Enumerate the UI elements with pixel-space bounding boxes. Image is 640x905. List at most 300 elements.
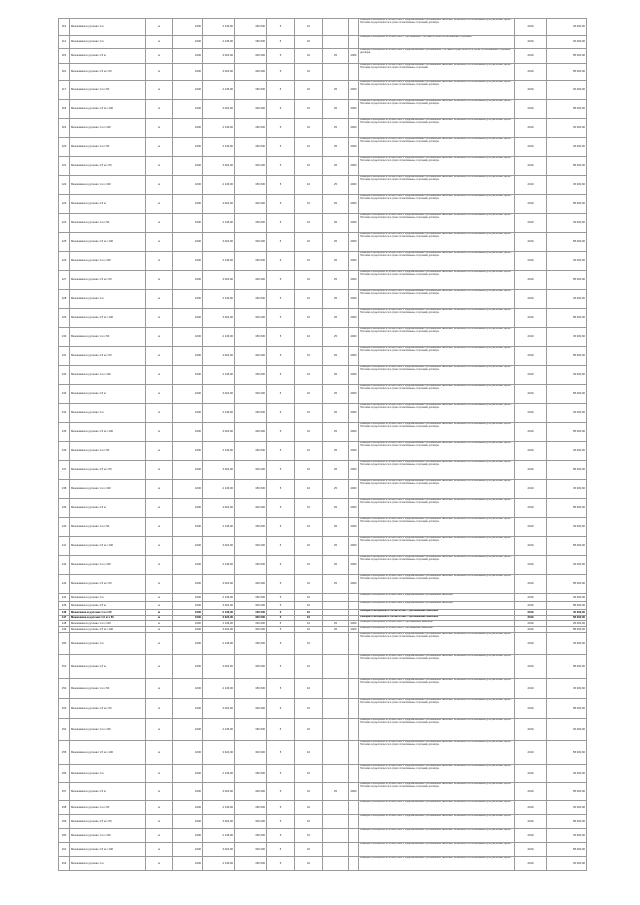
row-number-cell: 149 [59, 627, 70, 633]
param-3-cell [323, 741, 349, 765]
item-description-cell: Размеры и материалы в соответствии с предъявляемыми требованиями заказчика. Возможность использования для различных целей. Поставка осуществляется в сроки согласованные сторонами договора. [359, 765, 515, 783]
unit-price-cell: 2 136,00 [203, 801, 235, 815]
param-1-cell: 5 [267, 801, 295, 815]
amount-cell: 58 000,00 [547, 655, 587, 679]
unit-price-cell: 3 024,00 [203, 655, 235, 679]
item-name-cell: Мешковина в рулонах 1 м х 100 [70, 252, 146, 271]
unit-cell: м [146, 328, 173, 347]
amount-cell: 45 000,00 [547, 857, 587, 871]
quantity-cell: 1000 [173, 290, 203, 309]
row-number-cell: 121 [59, 157, 70, 176]
param-1-cell: 5 [267, 49, 295, 64]
param-3-cell [323, 699, 349, 719]
table-row [59, 176, 587, 195]
item-name-cell: Мешковина в рулонах 1,5 м х 100 [70, 100, 146, 119]
item-description-cell: Размеры и материалы в соответствии с предъявляемыми требованиями заказчика. Возможность использования для различных целей. Поставка осуществляется в сроки согласованные сторонами договора. [359, 347, 515, 366]
param-1-cell: 5 [267, 679, 295, 699]
quantity-cell: 1000 [173, 575, 203, 594]
unit-cell: м [146, 655, 173, 679]
row-number-cell: 141 [59, 537, 70, 556]
unit-price-cell: 2 136,00 [203, 442, 235, 461]
total-cost-cell: 320 000 [235, 423, 267, 442]
item-name-cell: Мешковина в рулонах 1,5 м х 100 [70, 741, 146, 765]
item-description-cell: Размеры и материалы в соответствии с предъявляемыми требованиями заказчика. Возможность использования для различных целей. Поставка осуществляется в сроки согласованные сторонами договора. [359, 157, 515, 176]
param-2-cell: 10 [295, 81, 323, 100]
quantity-cell: 1000 [173, 119, 203, 138]
item-name-cell: Мешковина в рулонах 1,5 м [70, 783, 146, 801]
year-cell: 2019 [515, 627, 547, 633]
param-2-cell: 10 [295, 610, 323, 616]
total-cost-cell: 150 000 [235, 765, 267, 783]
quantity-cell: 1000 [173, 19, 203, 36]
table-row [59, 138, 587, 157]
total-cost-cell: 150 000 [235, 214, 267, 233]
total-cost-cell: 150 000 [235, 328, 267, 347]
unit-cell: м [146, 138, 173, 157]
unit-cell: м [146, 309, 173, 328]
item-description-cell: Размеры и материалы в соответствии с требованиями. Поставка в сроки согласованные сторонами. [359, 36, 515, 49]
param-1-cell: 5 [267, 157, 295, 176]
table-row [59, 290, 587, 309]
row-number-cell: 114 [59, 36, 70, 49]
unit-price-cell: 2 136,00 [203, 610, 235, 616]
param-3-cell: 25 [323, 627, 349, 633]
param-4-cell [349, 602, 359, 610]
item-description-cell: Размеры и материалы в соответствии с предъявляемыми требованиями заказчика. Возможность использования для различных целей. Поставка осуществляется в сроки согласованные сторонами договора. [359, 138, 515, 157]
unit-cell: м [146, 741, 173, 765]
item-description-cell: Размеры и материалы в соответствии с предъявляемыми требованиями заказчика. Возможность использования для различных целей. Поставка осуществляется в сроки согласованные сторонами договора. [359, 328, 515, 347]
year-cell: 2019 [515, 233, 547, 252]
param-1-cell: 5 [267, 843, 295, 857]
item-description-cell: Размеры и материалы в соответствии с предъявляемыми требованиями заказчика. Возможность использования для различных целей. Поставка осуществляется в сроки согласованные сторонами договора. [359, 423, 515, 442]
param-4-cell: 2000 [349, 214, 359, 233]
item-description-cell: Размеры и материалы в соответствии с предъявляемыми требованиями заказчика. Возможность использования для различных целей. Поставка осуществляется в сроки согласованные сторонами договора. [359, 679, 515, 699]
item-description-cell: Размеры и материалы в соответствии с предъявляемыми требованиями. Поставка осуществляется в сроки согласованные сторонами договора. [359, 49, 515, 64]
row-number-cell: 127 [59, 271, 70, 290]
param-3-cell: 25 [323, 233, 349, 252]
param-3-cell: 25 [323, 404, 349, 423]
param-3-cell: 25 [323, 480, 349, 499]
unit-cell: м [146, 271, 173, 290]
param-2-cell: 10 [295, 741, 323, 765]
unit-price-cell: 2 136,00 [203, 366, 235, 385]
unit-cell: м [146, 347, 173, 366]
row-number-cell: 125 [59, 233, 70, 252]
param-1-cell: 5 [267, 290, 295, 309]
amount-cell: 58 000,00 [547, 627, 587, 633]
row-number-cell: 148 [59, 621, 70, 627]
param-2-cell: 10 [295, 480, 323, 499]
total-cost-cell: 150 000 [235, 252, 267, 271]
unit-price-cell: 3 024,00 [203, 49, 235, 64]
total-cost-cell: 320 000 [235, 741, 267, 765]
row-number-cell: 161 [59, 843, 70, 857]
year-cell: 2019 [515, 801, 547, 815]
param-2-cell: 10 [295, 843, 323, 857]
year-cell: 2019 [515, 36, 547, 49]
unit-cell: м [146, 594, 173, 602]
param-4-cell: 2000 [349, 157, 359, 176]
unit-cell: м [146, 404, 173, 423]
param-3-cell: 25 [323, 621, 349, 627]
unit-price-cell: 2 136,00 [203, 252, 235, 271]
year-cell: 2019 [515, 404, 547, 423]
year-cell: 2019 [515, 252, 547, 271]
item-description-cell: Размеры и материалы в соответствии с предъявляемыми требованиями заказчика. Возможность использования для различных целей. Поставка осуществляется в сроки согласованные сторонами договора. [359, 699, 515, 719]
unit-price-cell: 3 024,00 [203, 347, 235, 366]
row-number-cell: 132 [59, 366, 70, 385]
quantity-cell: 1000 [173, 741, 203, 765]
quantity-cell: 1000 [173, 815, 203, 829]
param-3-cell [323, 765, 349, 783]
param-1-cell: 5 [267, 518, 295, 537]
unit-price-cell: 3 024,00 [203, 195, 235, 214]
year-cell: 2019 [515, 602, 547, 610]
row-number-cell: 146 [59, 610, 70, 616]
param-2-cell: 10 [295, 309, 323, 328]
row-number-cell: 152 [59, 679, 70, 699]
amount-cell: 45 000,00 [547, 829, 587, 843]
row-number-cell: 133 [59, 385, 70, 404]
unit-cell: м [146, 679, 173, 699]
param-4-cell: 2000 [349, 49, 359, 64]
total-cost-cell: 320 000 [235, 271, 267, 290]
unit-price-cell: 3 024,00 [203, 233, 235, 252]
param-3-cell [323, 36, 349, 49]
param-1-cell: 5 [267, 815, 295, 829]
total-cost-cell: 320 000 [235, 100, 267, 119]
total-cost-cell: 150 000 [235, 480, 267, 499]
item-name-cell: Мешковина в рулонах 1 м х 50 [70, 518, 146, 537]
param-4-cell [349, 679, 359, 699]
unit-cell: м [146, 64, 173, 81]
row-number-cell: 137 [59, 461, 70, 480]
unit-price-cell: 3 024,00 [203, 64, 235, 81]
param-1-cell: 5 [267, 741, 295, 765]
table-row [59, 843, 587, 857]
quantity-cell: 1000 [173, 499, 203, 518]
total-cost-cell: 150 000 [235, 801, 267, 815]
unit-price-cell: 2 136,00 [203, 829, 235, 843]
table-row [59, 829, 587, 843]
item-name-cell: Мешковина в рулонах 1 м [70, 404, 146, 423]
total-cost-cell: 150 000 [235, 442, 267, 461]
param-4-cell: 2000 [349, 138, 359, 157]
total-cost-cell: 320 000 [235, 627, 267, 633]
param-2-cell: 10 [295, 783, 323, 801]
year-cell: 2019 [515, 829, 547, 843]
row-number-cell: 162 [59, 857, 70, 871]
unit-cell: м [146, 385, 173, 404]
param-1-cell: 5 [267, 309, 295, 328]
year-cell: 2019 [515, 176, 547, 195]
param-3-cell: 25 [323, 537, 349, 556]
year-cell: 2019 [515, 290, 547, 309]
table-row [59, 195, 587, 214]
row-number-cell: 135 [59, 423, 70, 442]
table-row [59, 499, 587, 518]
unit-cell: м [146, 290, 173, 309]
param-3-cell: 25 [323, 518, 349, 537]
total-cost-cell: 150 000 [235, 621, 267, 627]
unit-cell: м [146, 100, 173, 119]
total-cost-cell: 320 000 [235, 602, 267, 610]
total-cost-cell: 320 000 [235, 233, 267, 252]
param-1-cell: 5 [267, 404, 295, 423]
quantity-cell: 1000 [173, 36, 203, 49]
item-name-cell: Мешковина в рулонах 1 м х 50 [70, 81, 146, 100]
param-3-cell: 25 [323, 176, 349, 195]
param-4-cell: 2000 [349, 100, 359, 119]
row-number-cell: 134 [59, 404, 70, 423]
table-row [59, 252, 587, 271]
item-description-cell: Размеры и материалы в соответствии с предъявляемыми требованиями заказчика. Возможность использования для различных целей. [359, 857, 515, 871]
unit-price-cell: 3 024,00 [203, 423, 235, 442]
param-2-cell: 10 [295, 385, 323, 404]
table-row [59, 64, 587, 81]
item-description-cell: Размеры и материалы в соответствии с предъявляемыми требованиями заказчика. Возможность использования для различных целей. [359, 801, 515, 815]
unit-price-cell: 3 024,00 [203, 741, 235, 765]
param-4-cell: 2000 [349, 783, 359, 801]
item-name-cell: Мешковина в рулонах 1,5 м х 100 [70, 843, 146, 857]
year-cell: 2019 [515, 385, 547, 404]
unit-price-cell: 3 024,00 [203, 385, 235, 404]
param-4-cell: 2000 [349, 423, 359, 442]
param-4-cell: 2000 [349, 290, 359, 309]
table-row [59, 328, 587, 347]
table-row [59, 404, 587, 423]
total-cost-cell: 150 000 [235, 366, 267, 385]
item-description-cell: Размеры и материалы в соответствии с предъявляемыми требованиями заказчика. Возможность использования для различных целей. Поставка осуществляется в сроки согласованные сторонами договора. [359, 252, 515, 271]
unit-cell: м [146, 157, 173, 176]
param-1-cell: 5 [267, 252, 295, 271]
amount-cell: 58 000,00 [547, 347, 587, 366]
param-2-cell: 10 [295, 290, 323, 309]
table-row [59, 594, 587, 602]
unit-price-cell: 2 136,00 [203, 480, 235, 499]
unit-cell: м [146, 765, 173, 783]
param-1-cell: 5 [267, 627, 295, 633]
unit-price-cell: 2 136,00 [203, 621, 235, 627]
param-2-cell: 10 [295, 100, 323, 119]
amount-cell: 45 000,00 [547, 621, 587, 627]
param-2-cell: 10 [295, 252, 323, 271]
unit-price-cell: 3 024,00 [203, 499, 235, 518]
amount-cell: 58 000,00 [547, 602, 587, 610]
unit-price-cell: 2 136,00 [203, 679, 235, 699]
item-name-cell: Мешковина в рулонах 1,5 м х 100 [70, 233, 146, 252]
param-3-cell: 25 [323, 575, 349, 594]
item-description-cell: Размеры и материалы в соответствии с предъявляемыми требованиями заказчика. Возможность использования для различных целей. Поставка осуществляется в сроки согласованные сторонами договора. [359, 461, 515, 480]
param-3-cell: 25 [323, 290, 349, 309]
row-number-cell: 155 [59, 741, 70, 765]
item-description-cell: Размеры и материалы в соответствии с предъявляемыми требованиями заказчика. Возможность использования для различных целей. Поставка осуществляется в сроки согласованные сторонами договора. [359, 480, 515, 499]
param-4-cell: 2000 [349, 252, 359, 271]
item-name-cell: Мешковина в рулонах 1,5 м х 50 [70, 64, 146, 81]
param-1-cell: 5 [267, 366, 295, 385]
param-1-cell: 5 [267, 36, 295, 49]
param-2-cell: 10 [295, 347, 323, 366]
unit-price-cell: 3 024,00 [203, 309, 235, 328]
param-2-cell: 10 [295, 138, 323, 157]
unit-price-cell: 3 024,00 [203, 602, 235, 610]
item-description-cell: Размеры и материалы в соответствии с предъявляемыми требованиями заказчика. Возможность использования для различных целей. Поставка осуществляется в сроки согласованные сторонами договора. [359, 518, 515, 537]
param-4-cell: 2000 [349, 461, 359, 480]
item-description-cell: Размеры и материалы в соответствии с предъявляемыми требованиями заказчика. Возможность использования для различных целей. Поставка осуществляется в сроки согласованные сторонами договора. [359, 719, 515, 741]
param-2-cell: 10 [295, 366, 323, 385]
item-name-cell: Мешковина в рулонах 1 м х 50 [70, 214, 146, 233]
param-3-cell [323, 594, 349, 602]
year-cell: 2019 [515, 49, 547, 64]
unit-cell: м [146, 556, 173, 575]
table-row [59, 49, 587, 64]
param-4-cell [349, 633, 359, 655]
quantity-cell: 1000 [173, 616, 203, 621]
param-1-cell: 5 [267, 594, 295, 602]
param-4-cell [349, 815, 359, 829]
param-2-cell: 10 [295, 602, 323, 610]
year-cell: 2019 [515, 741, 547, 765]
quantity-cell: 1000 [173, 829, 203, 843]
amount-cell: 58 000,00 [547, 815, 587, 829]
table-row [59, 461, 587, 480]
item-name-cell: Мешковина в рулонах 1 м [70, 633, 146, 655]
amount-cell: 45 000,00 [547, 290, 587, 309]
row-number-cell: 147 [59, 616, 70, 621]
table-row [59, 556, 587, 575]
item-name-cell: Мешковина в рулонах 1,5 м х 50 [70, 461, 146, 480]
param-3-cell [323, 602, 349, 610]
item-name-cell: Мешковина в рулонах 1,5 м х 100 [70, 537, 146, 556]
param-3-cell [323, 719, 349, 741]
unit-price-cell: 2 136,00 [203, 556, 235, 575]
param-4-cell: 2000 [349, 366, 359, 385]
total-cost-cell: 320 000 [235, 655, 267, 679]
total-cost-cell: 150 000 [235, 518, 267, 537]
table-row [59, 765, 587, 783]
year-cell: 2019 [515, 461, 547, 480]
param-3-cell: 25 [323, 157, 349, 176]
item-description-cell: Размеры и материалы в соответствии с предъявляемыми требованиями заказчика. Возможность использования для различных целей. Поставка осуществляется в сроки согласованные сторонами договора. [359, 176, 515, 195]
total-cost-cell: 320 000 [235, 347, 267, 366]
item-name-cell: Мешковина в рулонах 1 м х 100 [70, 719, 146, 741]
row-number-cell: 131 [59, 347, 70, 366]
param-1-cell: 5 [267, 271, 295, 290]
param-1-cell: 5 [267, 829, 295, 843]
quantity-cell: 1000 [173, 610, 203, 616]
total-cost-cell: 150 000 [235, 81, 267, 100]
year-cell: 2019 [515, 621, 547, 627]
unit-cell: м [146, 801, 173, 815]
unit-cell: м [146, 423, 173, 442]
unit-cell: м [146, 518, 173, 537]
year-cell: 2019 [515, 366, 547, 385]
row-number-cell: 115 [59, 49, 70, 64]
param-4-cell: 2000 [349, 518, 359, 537]
amount-cell: 45 000,00 [547, 518, 587, 537]
total-cost-cell: 150 000 [235, 633, 267, 655]
unit-price-cell: 2 136,00 [203, 19, 235, 36]
amount-cell: 45 000,00 [547, 138, 587, 157]
unit-price-cell: 3 024,00 [203, 575, 235, 594]
unit-cell: м [146, 783, 173, 801]
year-cell: 2019 [515, 616, 547, 621]
item-name-cell: Мешковина в рулонах 1,5 м [70, 655, 146, 679]
param-4-cell: 2000 [349, 328, 359, 347]
unit-cell: м [146, 480, 173, 499]
item-description-cell: Размеры и материалы в соответствии с предъявляемыми требованиями заказчика. Возможность использования для различных целей. [359, 843, 515, 857]
param-4-cell: 2000 [349, 81, 359, 100]
param-1-cell: 5 [267, 633, 295, 655]
param-4-cell [349, 765, 359, 783]
param-2-cell: 10 [295, 423, 323, 442]
row-number-cell: 138 [59, 480, 70, 499]
quantity-cell: 1000 [173, 49, 203, 64]
amount-cell: 45 000,00 [547, 81, 587, 100]
row-number-cell: 130 [59, 328, 70, 347]
unit-cell: м [146, 616, 173, 621]
unit-cell: м [146, 537, 173, 556]
year-cell: 2019 [515, 214, 547, 233]
param-2-cell: 10 [295, 575, 323, 594]
item-description-cell: Размеры и материалы в соответствии с предъявляемыми требованиями заказчика. Возможность использования для различных целей. [359, 815, 515, 829]
amount-cell: 58 000,00 [547, 49, 587, 64]
param-2-cell: 10 [295, 19, 323, 36]
item-description-cell: Размеры и материалы в соответствии с предъявляемыми требованиями заказчика. Возможность использования для различных целей. Поставка осуществляется в сроки согласованные сторонами договора. [359, 233, 515, 252]
table-row [59, 633, 587, 655]
amount-cell: 58 000,00 [547, 271, 587, 290]
unit-cell: м [146, 195, 173, 214]
param-3-cell [323, 815, 349, 829]
row-number-cell: 145 [59, 602, 70, 610]
year-cell: 2019 [515, 328, 547, 347]
document-page [58, 18, 586, 871]
param-1-cell: 5 [267, 480, 295, 499]
item-name-cell: Мешковина в рулонах 1 м [70, 36, 146, 49]
unit-price-cell: 2 136,00 [203, 214, 235, 233]
unit-price-cell: 3 024,00 [203, 271, 235, 290]
param-1-cell: 5 [267, 621, 295, 627]
total-cost-cell: 320 000 [235, 461, 267, 480]
quantity-cell: 1000 [173, 366, 203, 385]
total-cost-cell: 320 000 [235, 537, 267, 556]
table-row [59, 36, 587, 49]
item-description-cell: Размеры и материалы в соответствии с предъявляемыми требованиями заказчика. Возможность использования для различных целей. Поставка осуществляется в сроки согласованные сторонами договора. [359, 290, 515, 309]
item-description-cell: Размеры и материалы в соответствии с предъявляемыми требованиями заказчика. Возможность использования для различных целей. Поставка осуществляется в сроки согласованные сторонами договора. [359, 442, 515, 461]
year-cell: 2019 [515, 575, 547, 594]
quantity-cell: 1000 [173, 537, 203, 556]
year-cell: 2019 [515, 119, 547, 138]
quantity-cell: 1000 [173, 655, 203, 679]
param-1-cell: 5 [267, 195, 295, 214]
quantity-cell: 1000 [173, 138, 203, 157]
unit-price-cell: 3 024,00 [203, 537, 235, 556]
quantity-cell: 1000 [173, 765, 203, 783]
item-name-cell: Мешковина в рулонах 1 м х 100 [70, 621, 146, 627]
amount-cell: 45 000,00 [547, 36, 587, 49]
amount-cell: 58 000,00 [547, 461, 587, 480]
total-cost-cell: 150 000 [235, 594, 267, 602]
amount-cell: 45 000,00 [547, 765, 587, 783]
quantity-cell: 1000 [173, 195, 203, 214]
item-name-cell: Мешковина в рулонах 1,5 м х 50 [70, 616, 146, 621]
item-description-cell: Размеры и материалы в соответствии с предъявляемыми требованиями заказчика. Возможность использования для различных целей. Поставка осуществляется в сроки согласованные сторонами договора. [359, 499, 515, 518]
item-name-cell: Мешковина в рулонах 1 м х 100 [70, 480, 146, 499]
unit-cell: м [146, 627, 173, 633]
item-name-cell: Мешковина в рулонах 1 м х 100 [70, 366, 146, 385]
param-1-cell: 5 [267, 442, 295, 461]
param-4-cell: 2000 [349, 556, 359, 575]
